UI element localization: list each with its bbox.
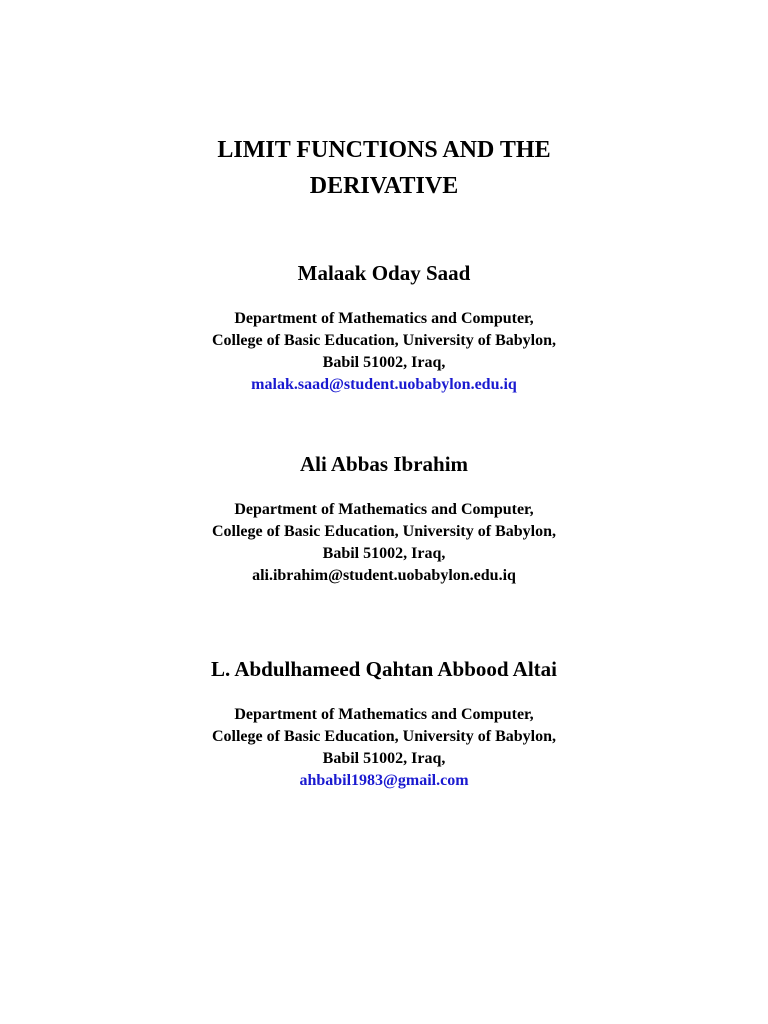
affiliation-department: Department of Mathematics and Computer, bbox=[234, 310, 534, 327]
paper-title-line-1: LIMIT FUNCTIONS AND THE bbox=[217, 137, 551, 163]
author-affiliation bbox=[0, 704, 768, 792]
author-name: Malaak Oday Saad bbox=[297, 261, 471, 285]
author-email-link[interactable]: malak.saad@student.uobabylon.edu.iq bbox=[251, 376, 517, 393]
affiliation-college: College of Basic Education, University of Babylon, bbox=[211, 332, 556, 349]
author-affiliation bbox=[0, 308, 768, 396]
author-name: L. Abdulhameed Qahtan Abbood Altai bbox=[210, 657, 558, 681]
affiliation-college: College of Basic Education, University of Babylon, bbox=[211, 523, 556, 540]
author-block-2 bbox=[0, 451, 768, 587]
author-email: ali.ibrahim@student.uobabylon.edu.iq bbox=[252, 567, 516, 584]
affiliation-department: Department of Mathematics and Computer, bbox=[234, 501, 534, 518]
affiliation-address: Babil 51002, Iraq, bbox=[322, 354, 446, 371]
affiliation-address: Babil 51002, Iraq, bbox=[322, 750, 446, 767]
author-email-link[interactable]: ahbabil1983@gmail.com bbox=[299, 772, 469, 789]
author-name: Ali Abbas Ibrahim bbox=[299, 452, 469, 476]
affiliation-department: Department of Mathematics and Computer, bbox=[234, 706, 534, 723]
author-block-3 bbox=[0, 656, 768, 792]
affiliation-college: College of Basic Education, University of Babylon, bbox=[211, 728, 556, 745]
author-block-1 bbox=[0, 260, 768, 396]
affiliation-address: Babil 51002, Iraq, bbox=[322, 545, 446, 562]
paper-title bbox=[0, 132, 768, 204]
author-affiliation bbox=[0, 499, 768, 587]
paper-title-line-2: DERIVATIVE bbox=[309, 173, 459, 199]
